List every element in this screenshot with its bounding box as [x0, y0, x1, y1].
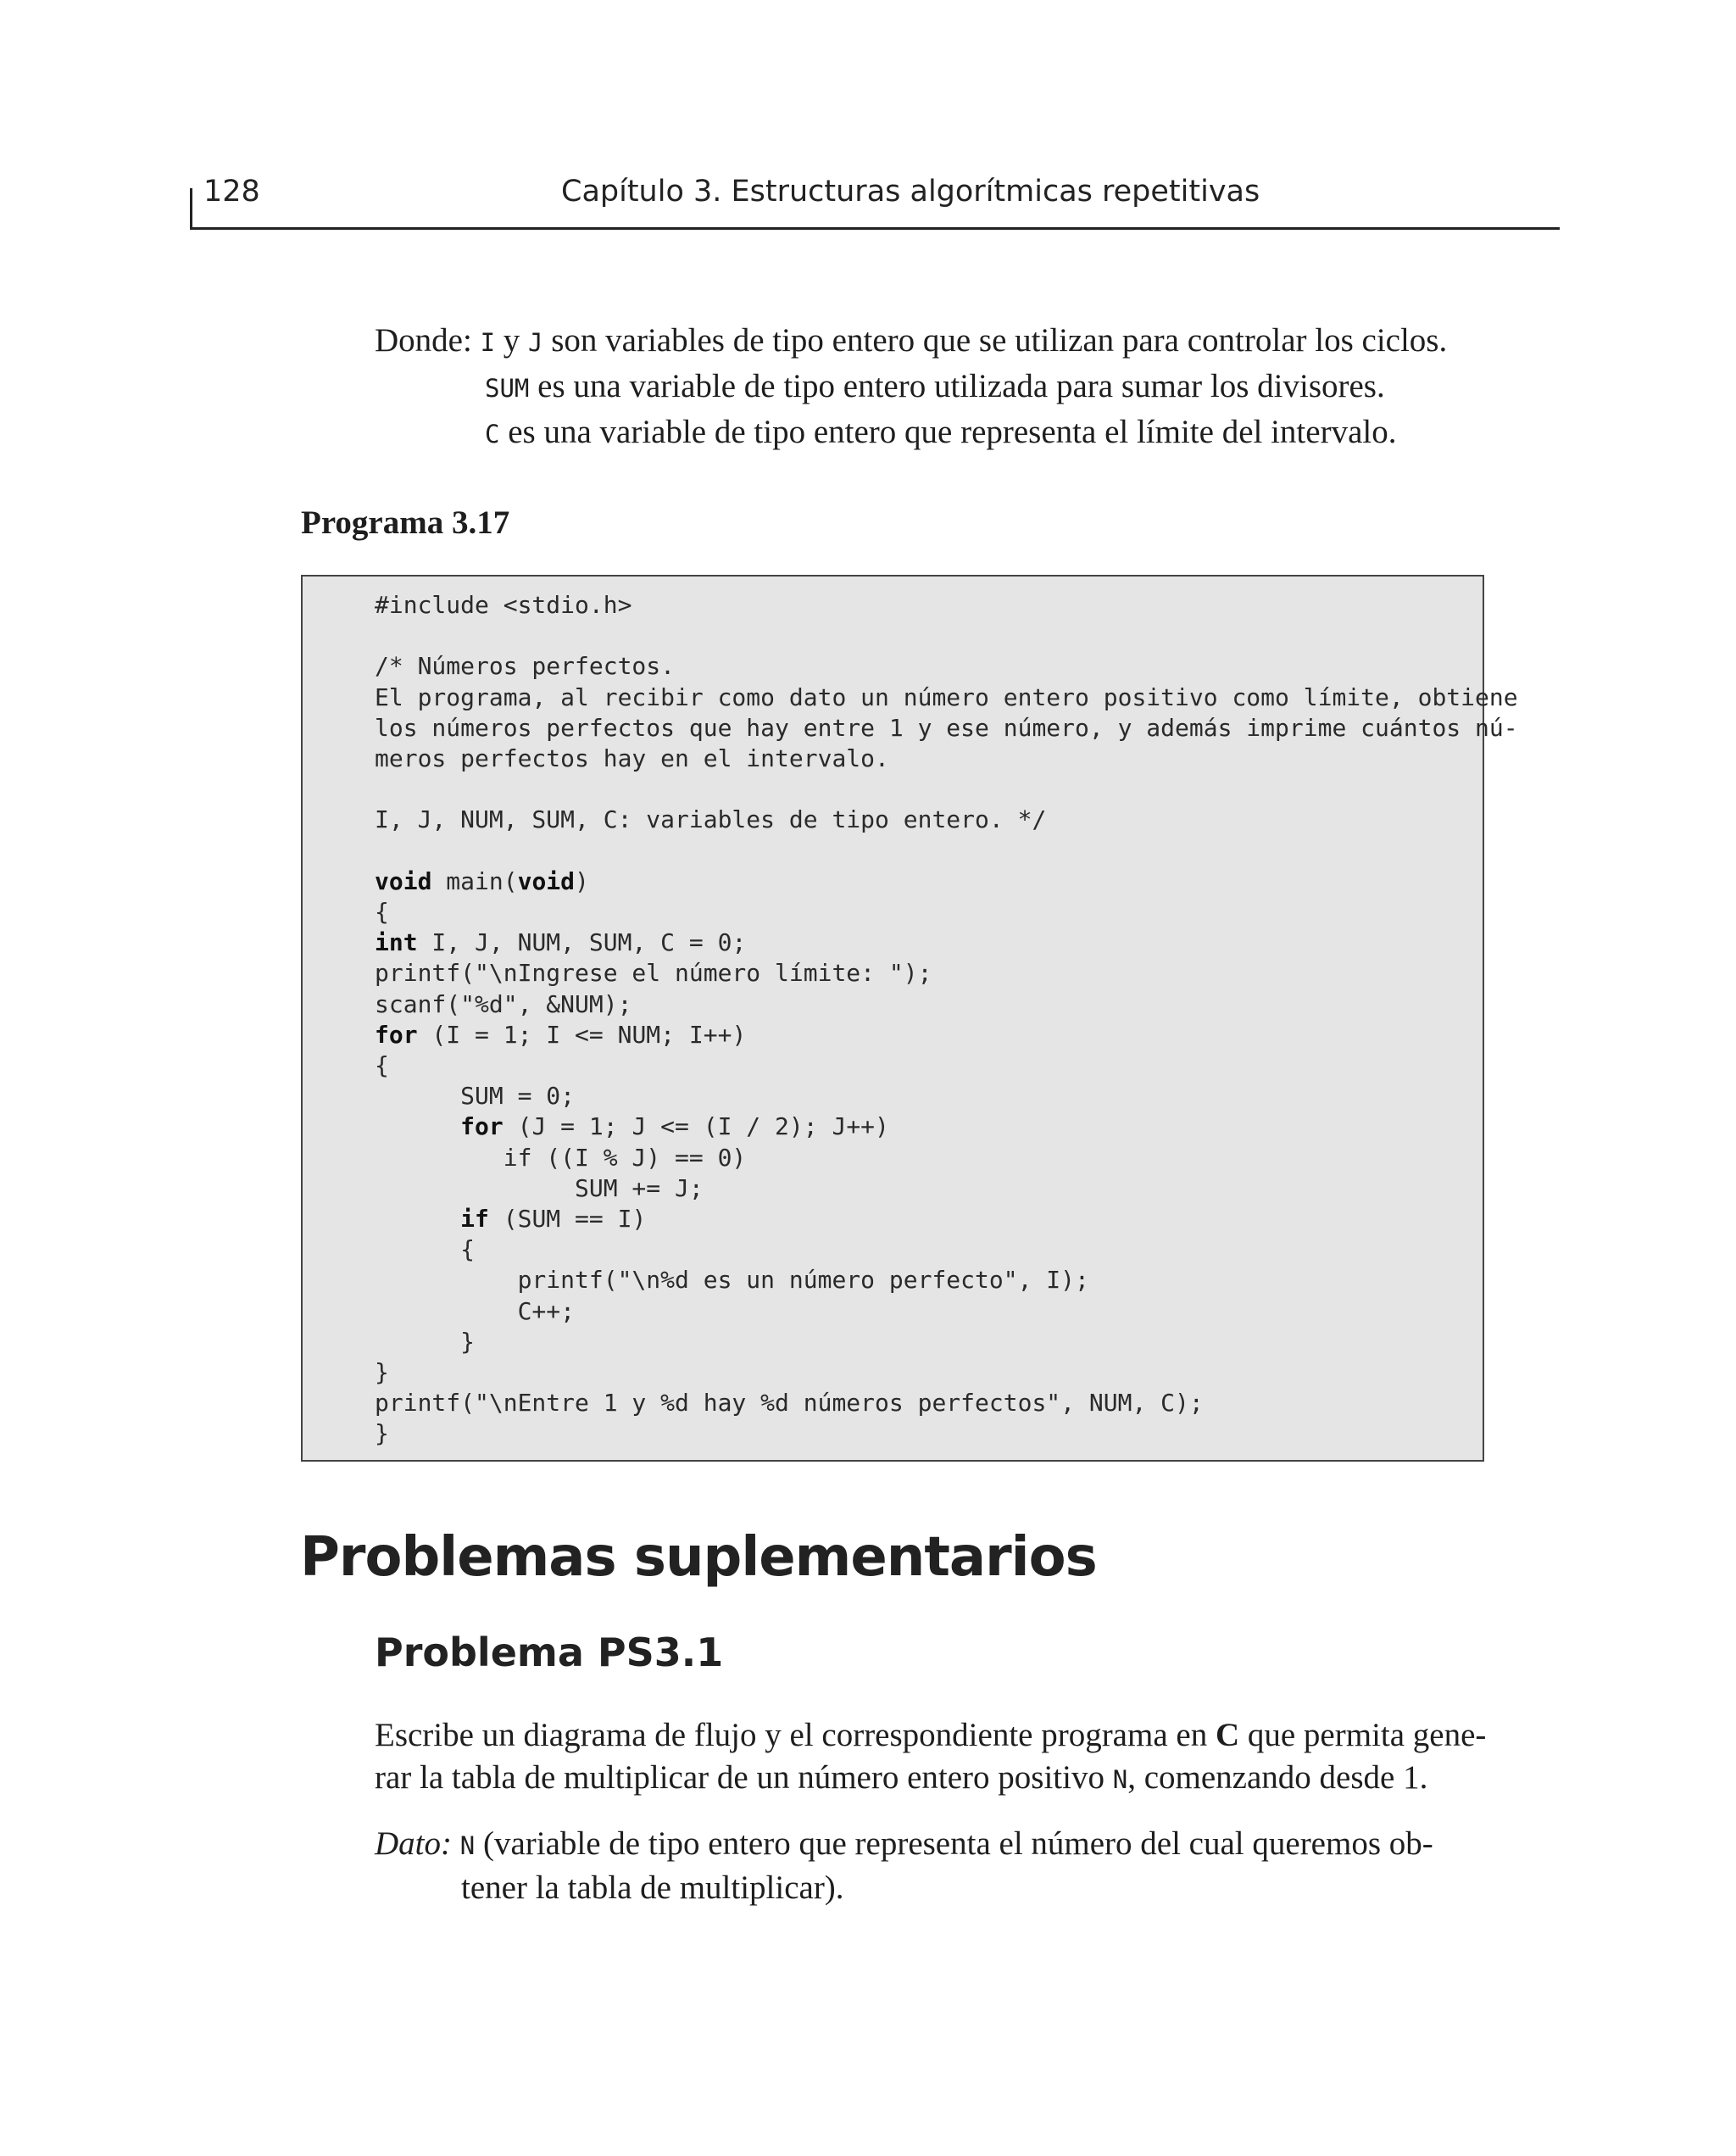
- code-line: SUM += J;: [375, 1173, 704, 1202]
- var-n: N: [1112, 1765, 1128, 1794]
- problem-text-2a: rar la tabla de multiplicar de un número entero positivo: [375, 1759, 1113, 1796]
- program-title: Programa 3.17: [301, 504, 510, 541]
- code-line: printf("\n%d es un número perfecto", I);: [375, 1266, 1089, 1295]
- problem-line-2: [375, 1757, 1494, 1801]
- definition-text-2: es una variable de tipo entero utilizada para sumar los divisores.: [529, 368, 1385, 404]
- problem-text-1b: que permita gene-: [1239, 1717, 1487, 1753]
- code-line: for (J = 1; J <= (I / 2); J++): [460, 1112, 889, 1141]
- language-c: C: [1215, 1717, 1240, 1753]
- code-line: /* Números perfectos.: [375, 652, 676, 681]
- definition-text-3: es una variable de tipo entero que representa el límite del intervalo.: [499, 414, 1397, 450]
- code-line: {: [375, 1051, 389, 1080]
- section-heading: Problemas suplementarios: [300, 1526, 1097, 1589]
- code-line: los números perfectos que hay entre 1 y ese número, y además imprime cuántos nú-: [375, 713, 1518, 742]
- data-text-1: (variable de tipo entero que representa el número del cual queremos ob-: [475, 1825, 1433, 1862]
- var-j: J: [528, 328, 543, 357]
- problem-heading: Problema PS3.1: [375, 1630, 724, 1675]
- code-line: scanf("%d", &NUM);: [375, 989, 632, 1018]
- code-line: }: [375, 1358, 389, 1387]
- data-text-2: tener la tabla de multiplicar).: [461, 1869, 844, 1906]
- code-line: void main(void): [375, 866, 589, 895]
- page-header: [190, 175, 1560, 230]
- code-listing: [301, 575, 1518, 1462]
- page-number: 128: [203, 175, 260, 209]
- definition-text-1: son variables de tipo entero que se utilizan para controlar los ciclos.: [542, 322, 1448, 359]
- var-sum: SUM: [485, 374, 530, 403]
- code-line: int I, J, NUM, SUM, C = 0;: [375, 928, 747, 957]
- problem-statement: [375, 1714, 1494, 1801]
- definition-line-1: [375, 319, 1578, 365]
- data-label: Dato:: [375, 1825, 452, 1862]
- data-line-1: [375, 1823, 1433, 1867]
- code-line: }: [375, 1419, 389, 1448]
- code-line: {: [375, 1235, 476, 1264]
- header-left-rule: [190, 188, 192, 227]
- conjunction: y: [495, 322, 529, 359]
- code-line: printf("\nEntre 1 y %d hay %d números perfectos", NUM, C);: [375, 1389, 1204, 1418]
- definition-line-2: [375, 365, 1578, 410]
- code-line: {: [375, 898, 389, 927]
- code-line: El programa, al recibir como dato un número entero positivo como límite, obtiene: [375, 682, 1518, 711]
- code-line: C++;: [375, 1296, 576, 1325]
- where-label: Donde:: [375, 322, 472, 359]
- code-line: I, J, NUM, SUM, C: variables de tipo entero. */: [375, 805, 1047, 834]
- data-line-2: [375, 1867, 1433, 1909]
- variable-definitions: [375, 319, 1578, 456]
- problem-text-2b: , comenzando desde 1.: [1127, 1759, 1428, 1796]
- problem-data: [375, 1823, 1433, 1909]
- code-block: [375, 590, 1518, 1450]
- data-var-n: N: [459, 1831, 476, 1860]
- definition-line-3: [375, 410, 1578, 456]
- var-i: I: [480, 328, 496, 357]
- running-title: Capítulo 3. Estructuras algorítmicas repetitivas: [561, 175, 1260, 209]
- code-line: if ((I % J) == 0): [375, 1143, 747, 1172]
- code-line: SUM = 0;: [375, 1082, 576, 1111]
- problem-text-1a: Escribe un diagrama de flujo y el correspondiente programa en: [375, 1717, 1216, 1753]
- code-line: }: [375, 1327, 476, 1356]
- problem-line-1: [375, 1714, 1494, 1757]
- code-line: if (SUM == I): [460, 1205, 647, 1234]
- var-c: C: [485, 420, 500, 448]
- code-line: #include <stdio.h>: [375, 591, 632, 619]
- code-line: printf("\nIngrese el número límite: ");: [375, 959, 932, 988]
- code-line: for (I = 1; I <= NUM; I++): [375, 1020, 747, 1049]
- code-line: meros perfectos hay en el intervalo.: [375, 744, 889, 773]
